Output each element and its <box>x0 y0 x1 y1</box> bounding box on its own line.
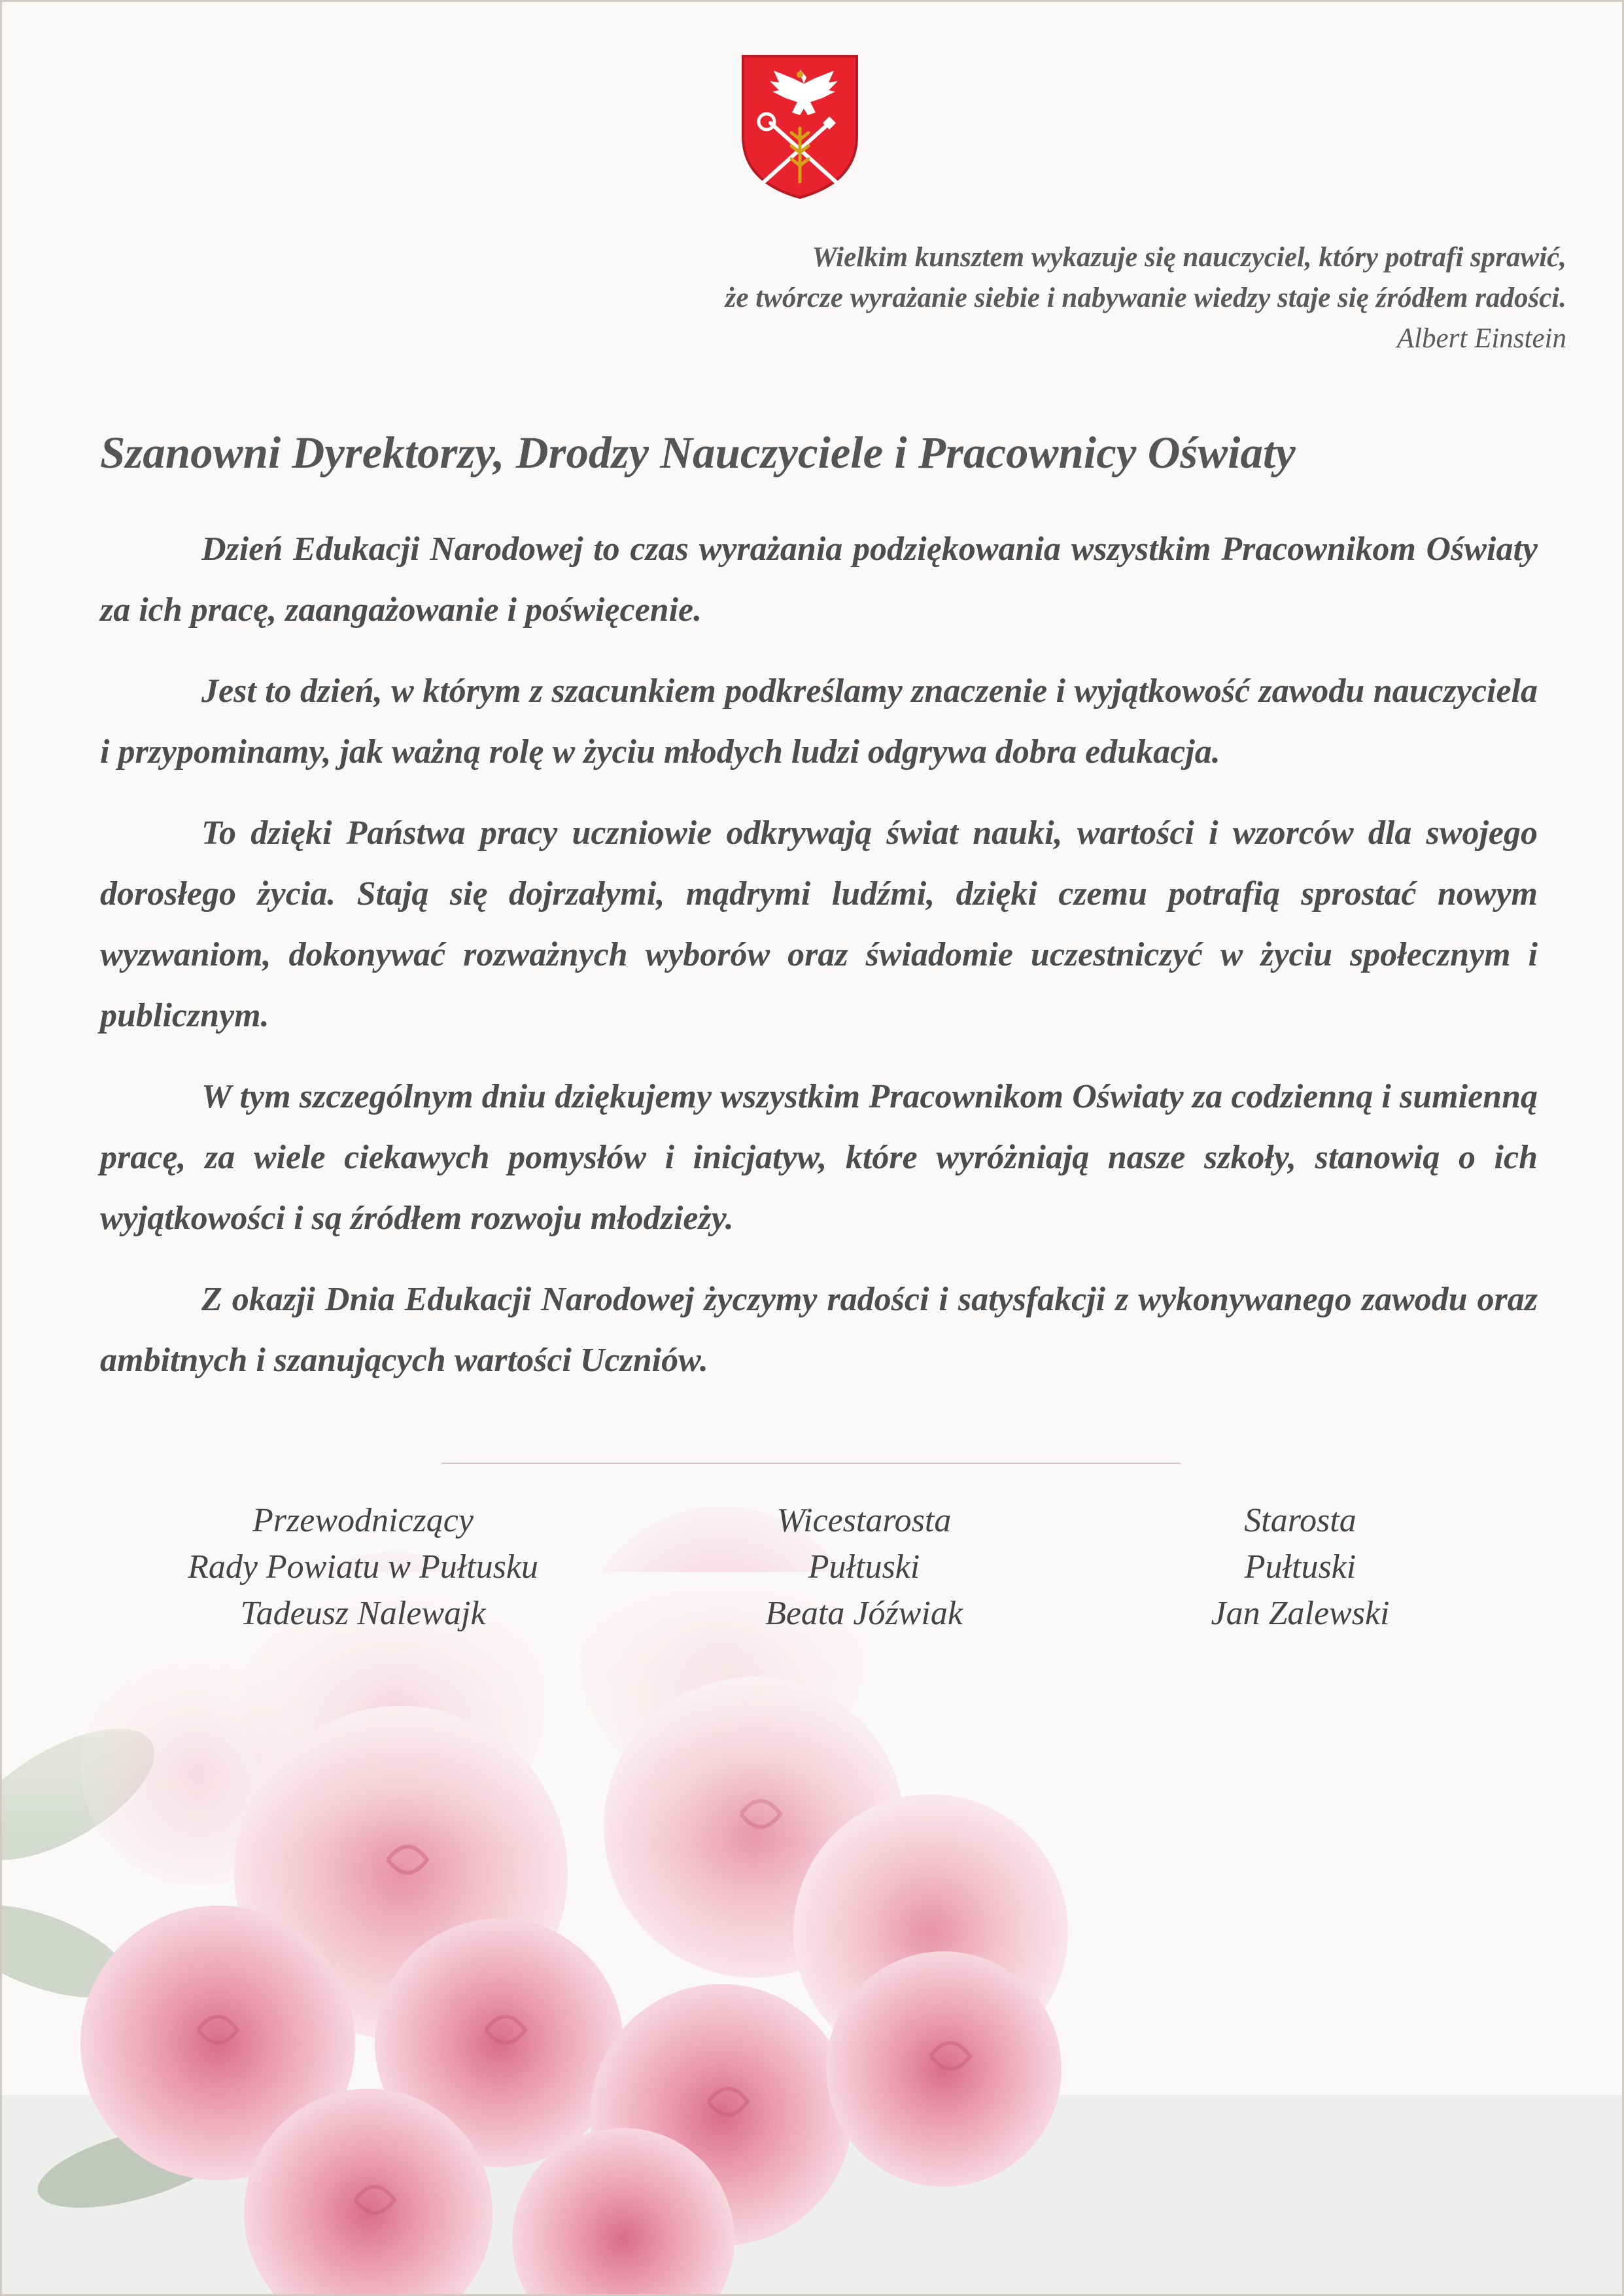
signature-name: Jan Zalewski <box>1211 1595 1390 1632</box>
signature-starost <box>1052 1497 1549 1637</box>
letter-body <box>100 519 1538 1411</box>
salutation-heading: Szanowni Dyrektorzy, Drodzy Nauczyciele i Pracownicy Oświaty <box>100 428 1296 478</box>
paragraph-3: To dzięki Państwa pracy uczniowie odkrywają świat nauki, wartości i wzorców dla swojego dorosłego życia. Stają się dojrzałymi, mądrymi ludźmi, dzięki czemu potrafią sprostać nowym wyzwaniom, dokonywać rozważnych wyborów oraz świadomie uczestniczyć w życiu społecznym i publicznym. <box>100 814 1538 1034</box>
signature-chairman <box>114 1497 612 1637</box>
signature-title: Wicestarosta <box>776 1502 952 1539</box>
signature-subtitle: Rady Powiatu w Pułtusku <box>188 1548 538 1586</box>
quote-author: Albert Einstein <box>1396 323 1566 354</box>
paragraph-2: Jest to dzień, w którym z szacunkiem podkreślamy znaczenie i wyjątkowość zawodu nauczyciela i przypominamy, jak ważną rolę w życiu młodych ludzi odgrywa dobra edukacja. <box>100 672 1538 771</box>
signature-name: Tadeusz Nalewajk <box>240 1595 486 1632</box>
quote-line-1: Wielkim kunsztem wykazuje się nauczyciel, który potrafi sprawić, <box>812 242 1566 273</box>
signature-subtitle: Pułtuski <box>808 1548 920 1586</box>
epigraph-quote <box>455 237 1566 359</box>
signature-name: Beata Jóźwiak <box>765 1595 963 1632</box>
signature-title: Przewodniczący <box>252 1502 474 1539</box>
signature-vice-starost <box>615 1497 1113 1637</box>
paragraph-4: W tym szczególnym dniu dziękujemy wszystkim Pracownikom Oświaty za codzienną i sumienną pracę, za wiele ciekawych pomysłów i inicjatyw, które wyróżniają nasze szkoły, stanowią o ich wyjątkowości i są źródłem rozwoju młodzieży. <box>100 1078 1538 1237</box>
paragraph-5: Z okazji Dnia Edukacji Narodowej życzymy radości i satysfakcji z wykonywanego zawodu oraz ambitnych i szanujących wartości Uczniów. <box>100 1281 1538 1379</box>
coat-of-arms-icon <box>738 51 862 201</box>
paragraph-1: Dzień Edukacji Narodowej to czas wyrażania podziękowania wszystkim Pracownikom Oświaty za ich pracę, zaangażowanie i poświęcenie. <box>100 531 1538 629</box>
signature-divider <box>441 1463 1181 1464</box>
signature-title: Starosta <box>1244 1502 1356 1539</box>
signature-subtitle: Pułtuski <box>1244 1548 1356 1586</box>
quote-line-2: że twórcze wyrażanie siebie i nabywanie wiedzy staje się źródłem radości. <box>725 283 1566 313</box>
